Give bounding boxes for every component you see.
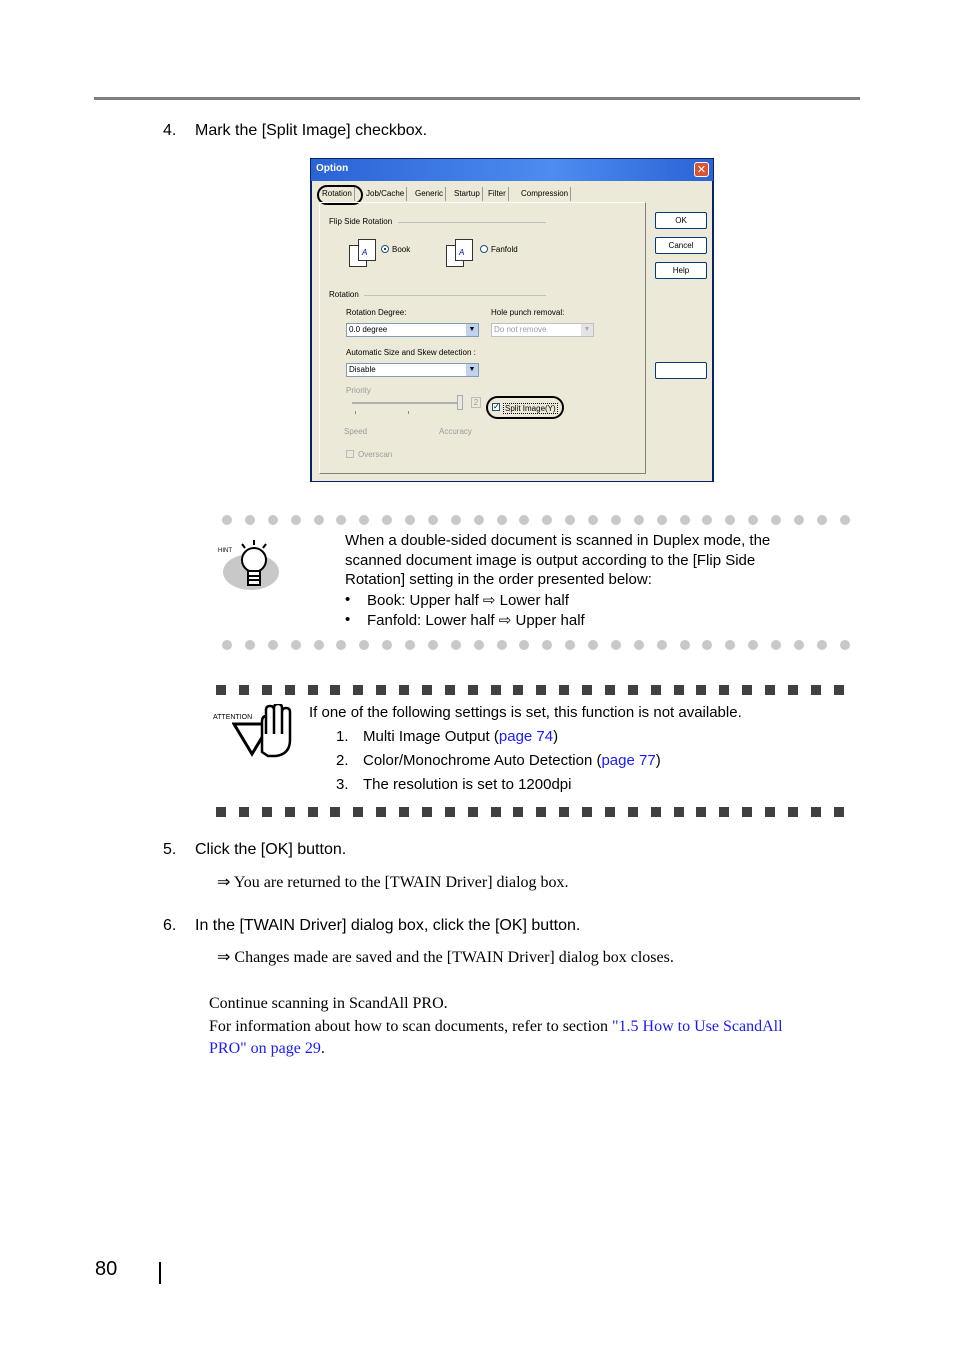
step-6-number: 6. — [163, 917, 177, 934]
step-6 — [163, 917, 803, 937]
priority-slider-track[interactable] — [352, 402, 462, 404]
slider-tick — [408, 411, 409, 414]
hint-bullet-2 — [345, 611, 585, 629]
item-text: Color/Monochrome Auto Detection ( — [363, 752, 602, 769]
closing-line-3 — [209, 1040, 325, 1058]
top-rule — [94, 97, 860, 100]
step-6-result: ⇒ Changes made are saved and the [TWAIN Driver] dialog box closes. — [217, 949, 674, 966]
page-number: 80 — [95, 1258, 118, 1280]
fanfold-page-icon: A — [455, 239, 473, 261]
item-number: 2. — [336, 752, 349, 769]
item-text: Multi Image Output ( — [363, 728, 499, 745]
step-5-text: Click the [OK] button. — [195, 841, 347, 858]
overscan-checkbox[interactable] — [346, 450, 354, 458]
hint-bullet-2-b: Upper half — [515, 612, 585, 629]
fanfold-radio[interactable] — [480, 245, 488, 253]
group-divider — [398, 222, 546, 223]
ok-button[interactable]: OK — [655, 212, 707, 229]
arrow-right-icon: ⇨ — [482, 592, 496, 609]
tab-filter[interactable]: Filter — [486, 187, 509, 201]
closing-line-2 — [209, 1018, 783, 1036]
auto-size-select[interactable] — [346, 363, 479, 377]
hole-punch-label: Hole punch removal: — [491, 308, 565, 317]
closing-line-1: Continue scanning in ScandAll PRO. — [209, 995, 448, 1012]
flip-side-group-label: Flip Side Rotation — [329, 217, 393, 226]
closing-text: For information about how to scan documents, refer to section — [209, 1018, 613, 1035]
step-4 — [163, 122, 763, 142]
tab-startup[interactable]: Startup — [452, 187, 483, 201]
page-number-bar — [159, 1262, 161, 1284]
chevron-down-icon: ▼ — [581, 324, 593, 336]
close-icon[interactable]: ✕ — [694, 162, 709, 177]
item-tail: ) — [553, 728, 559, 745]
accuracy-label: Accuracy — [439, 427, 472, 436]
page-link[interactable]: page 77 — [601, 752, 656, 769]
bullet-mark: • — [345, 591, 351, 608]
auto-size-label: Automatic Size and Skew detection : — [346, 348, 476, 357]
book-radio-label: Book — [392, 245, 411, 254]
step-5-result: ⇒ You are returned to the [TWAIN Driver] dialog box. — [217, 874, 569, 891]
split-image-highlight — [486, 396, 564, 419]
hint-bullet-1 — [345, 591, 569, 609]
item-text: The resolution is set to 1200dpi — [363, 776, 572, 793]
tab-rotation[interactable]: Rotation — [320, 187, 355, 201]
item-number: 1. — [336, 728, 349, 745]
hint-top-border — [222, 515, 850, 525]
hint-line-2: scanned document image is output according to the [Flip Side — [345, 552, 756, 569]
section-link[interactable]: PRO" on page 29 — [209, 1040, 321, 1057]
book-radio[interactable] — [381, 245, 389, 253]
step-4-number: 4. — [163, 122, 177, 139]
tab-compression[interactable]: Compression — [519, 187, 571, 201]
bullet-mark: • — [345, 611, 351, 628]
auto-size-value: Disable — [349, 365, 376, 374]
closing-tail: . — [320, 1040, 325, 1057]
help-button[interactable]: Help — [655, 262, 707, 279]
attention-intro: If one of the following settings is set, this function is not available. — [309, 704, 742, 721]
speed-label: Speed — [344, 427, 368, 436]
attention-item-3 — [336, 775, 572, 795]
tab-job-cache[interactable]: Job/Cache — [364, 187, 407, 201]
dialog-title: Option — [316, 163, 349, 174]
hole-punch-value: Do not remove — [494, 325, 547, 334]
hint-bullet-2-a: Fanfold: Lower half — [367, 612, 495, 629]
option-dialog — [310, 158, 714, 482]
hint-bullet-1-a: Book: Upper half — [367, 592, 479, 609]
page-link[interactable]: page 74 — [498, 728, 554, 745]
split-image-label: Split Image(Y) — [505, 404, 556, 413]
attention-icon — [212, 704, 294, 758]
hint-line-3: Rotation] setting in the order presented below: — [345, 571, 652, 588]
priority-label: Priority — [346, 386, 371, 395]
chevron-down-icon: ▼ — [466, 364, 478, 376]
slider-tick — [355, 411, 356, 414]
rotation-group-label: Rotation — [329, 290, 359, 299]
hint-icon — [218, 534, 282, 594]
dialog-body — [312, 181, 712, 481]
hint-bullet-1-b: Lower half — [499, 592, 569, 609]
hint-icon-label: HINT — [218, 548, 232, 554]
hint-bottom-border — [222, 640, 850, 650]
priority-value: 2 — [471, 397, 481, 408]
step-6-text: In the [TWAIN Driver] dialog box, click the [OK] button. — [195, 917, 581, 934]
rotation-degree-value: 0.0 degree — [349, 325, 388, 334]
arrow-right-icon: ⇨ — [498, 612, 512, 629]
cancel-button[interactable]: Cancel — [655, 237, 707, 254]
ok-button-placeholder — [655, 362, 707, 379]
rotation-degree-label: Rotation Degree: — [346, 308, 407, 317]
hint-line-1: When a double-sided document is scanned in Duplex mode, the — [345, 532, 771, 549]
attention-icon-label: ATTENTION — [213, 714, 253, 721]
step-5 — [163, 841, 763, 861]
attention-bottom-border — [216, 807, 844, 817]
attention-item-1 — [336, 727, 559, 747]
attention-top-border — [216, 685, 844, 695]
dialog-title-bar — [311, 159, 713, 181]
tab-generic[interactable]: Generic — [413, 187, 446, 201]
fanfold-radio-label: Fanfold — [491, 245, 518, 254]
step-5-number: 5. — [163, 841, 177, 858]
book-page-icon: A — [358, 239, 376, 261]
group-divider — [364, 295, 546, 296]
rotation-degree-select[interactable] — [346, 323, 479, 337]
chevron-down-icon: ▼ — [466, 324, 478, 336]
item-number: 3. — [336, 776, 349, 793]
hole-punch-select[interactable] — [491, 323, 594, 337]
section-link[interactable]: "1.5 How to Use ScandAll — [612, 1018, 783, 1035]
priority-slider-thumb[interactable] — [457, 395, 463, 410]
step-4-text: Mark the [Split Image] checkbox. — [195, 122, 428, 139]
attention-item-2 — [336, 751, 661, 771]
overscan-label: Overscan — [358, 450, 393, 459]
item-tail: ) — [655, 752, 661, 769]
split-image-checkbox[interactable]: ✓ — [493, 402, 500, 411]
